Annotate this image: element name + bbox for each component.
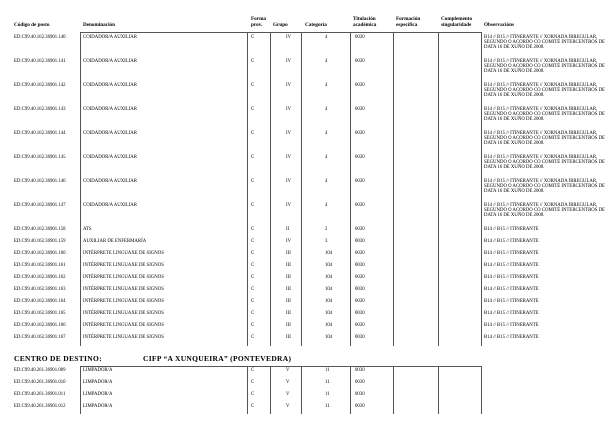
denominacion-cell: COIDADOR/A AUXILIAR [83, 35, 137, 40]
observaciones-cell: B14 // B15 // ITINERANTE [484, 311, 539, 316]
observaciones-cell: B14 // B15 // ITINERANTE [484, 335, 539, 340]
categoria-cell: 4 [325, 155, 328, 160]
categoria-cell: 104 [325, 299, 333, 304]
forma-cell: C [251, 404, 255, 409]
position-code: ED.C99.40.162.36901.159 [14, 239, 66, 244]
observaciones-cell: B14 // B15 // ITINERANTE [484, 227, 539, 232]
forma-cell: C [251, 203, 255, 208]
forma-cell: C [251, 287, 255, 292]
position-code: ED.C99.40.162.36901.160 [14, 251, 66, 256]
titulacion-cell: 0030 [355, 131, 365, 136]
forma-cell: C [251, 131, 255, 136]
categoria-cell: 2 [325, 227, 328, 232]
grupo-cell: V [286, 404, 290, 409]
denominacion-cell: COIDADOR/A AUXILIAR [83, 59, 137, 64]
header-categoria: Categoría [305, 22, 327, 28]
titulacion-cell: 0030 [355, 155, 365, 160]
categoria-cell: 104 [325, 323, 333, 328]
column-divider [438, 366, 439, 414]
column-divider [481, 366, 482, 414]
categoria-cell: 4 [325, 179, 328, 184]
forma-cell: C [251, 323, 255, 328]
forma-cell: C [251, 35, 255, 40]
column-divider [270, 32, 271, 346]
column-divider [481, 32, 482, 346]
grupo-cell: IV [286, 179, 292, 184]
grupo-cell: III [286, 275, 291, 280]
denominacion-cell: LIMPADOR/A [83, 392, 113, 397]
denominacion-cell: INTÉRPRETE LINGUAXE DE SIGNOS [83, 311, 164, 316]
observaciones-cell: B14 // B15 // ITINERANTE [484, 299, 539, 304]
titulacion-cell: 0030 [355, 335, 365, 340]
position-code: ED.C99.40.162.36901.140 [14, 35, 66, 40]
titulacion-cell: 0030 [355, 299, 365, 304]
categoria-cell: 11 [325, 404, 330, 409]
forma-cell: C [251, 368, 255, 373]
denominacion-cell: INTÉRPRETE LINGUAXE DE SIGNOS [83, 323, 164, 328]
position-code: ED.C99.40.261.36901.012 [14, 404, 66, 409]
categoria-cell: 104 [325, 275, 333, 280]
grupo-cell: IV [286, 59, 292, 64]
observaciones-cell: B14 // B15 // ITINERANTE [484, 323, 539, 328]
titulacion-cell: 0030 [355, 107, 365, 112]
observaciones-cell: B14 // B15 // ITINERANTE [484, 251, 539, 256]
denominacion-cell: COIDADOR/A AUXILIAR [83, 131, 137, 136]
header-observaciones: Observacións [484, 22, 514, 28]
position-code: ED.C99.40.162.36901.161 [14, 263, 66, 268]
position-code: ED.C99.40.162.36901.167 [14, 335, 66, 340]
categoria-cell: 104 [325, 335, 333, 340]
column-divider [350, 32, 351, 346]
grupo-cell: III [286, 263, 291, 268]
grupo-cell: V [286, 368, 290, 373]
header-formacion: Formación específica [396, 16, 421, 28]
titulacion-cell: 0030 [355, 59, 365, 64]
observaciones-cell: B14 // B15 // ITINERANTE // XORNADA IRREGULAR, SEGUNDO O ACORDO CO COMITÉ INTERCENTROS DE DATA 16 DE XUÑO DE 2008. [484, 35, 605, 51]
position-code: ED.C99.40.162.36901.162 [14, 275, 66, 280]
categoria-cell: 4 [325, 59, 328, 64]
forma-cell: C [251, 83, 255, 88]
position-code: ED.C99.40.261.36901.010 [14, 380, 66, 385]
titulacion-cell: 0030 [355, 179, 365, 184]
grupo-cell: IV [286, 107, 292, 112]
titulacion-cell: 0030 [355, 368, 365, 373]
forma-cell: C [251, 155, 255, 160]
observaciones-cell: B14 // B15 // ITINERANTE [484, 287, 539, 292]
column-divider [438, 32, 439, 346]
header-codigo: Código de posto [14, 22, 50, 28]
forma-cell: C [251, 335, 255, 340]
column-divider [350, 366, 351, 414]
categoria-cell: 104 [325, 263, 333, 268]
observaciones-cell: B14 // B15 // ITINERANTE // XORNADA IRREGULAR, SEGUNDO O ACORDO CO COMITÉ INTERCENTROS DE DATA 16 DE XUÑO DE 2008. [484, 59, 605, 75]
categoria-cell: 104 [325, 311, 333, 316]
categoria-cell: 11 [325, 392, 330, 397]
denominacion-cell: LIMPADOR/A [83, 380, 113, 385]
denominacion-cell: INTÉRPRETE LINGUAXE DE SIGNOS [83, 275, 164, 280]
grupo-cell: III [286, 311, 291, 316]
grupo-cell: III [286, 335, 291, 340]
grupo-cell: II [286, 227, 290, 232]
position-code: ED.C99.40.162.36901.144 [14, 131, 66, 136]
titulacion-cell: 0030 [355, 203, 365, 208]
grupo-cell: IV [286, 239, 292, 244]
position-code: ED.C99.40.162.36901.143 [14, 107, 66, 112]
position-code: ED.C99.40.162.36901.166 [14, 323, 66, 328]
grupo-cell: IV [286, 203, 292, 208]
observaciones-cell: B14 // B15 // ITINERANTE // XORNADA IRREGULAR, SEGUNDO O ACORDO CO COMITÉ INTERCENTROS DE DATA 16 DE XUÑO DE 2008. [484, 131, 605, 147]
grupo-cell: IV [286, 131, 292, 136]
grupo-cell: III [286, 299, 291, 304]
forma-cell: C [251, 179, 255, 184]
grupo-cell: IV [286, 35, 292, 40]
titulacion-cell: 0030 [355, 239, 365, 244]
denominacion-cell: INTÉRPRETE LINGUAXE DE SIGNOS [83, 335, 164, 340]
observaciones-cell: B14 // B15 // ITINERANTE [484, 239, 539, 244]
forma-cell: C [251, 380, 255, 385]
position-code: ED.C99.40.162.36901.141 [14, 59, 66, 64]
forma-cell: C [251, 239, 255, 244]
forma-cell: C [251, 251, 255, 256]
header-complemento: Complemento singularidade [441, 16, 473, 28]
column-divider [393, 366, 394, 414]
denominacion-cell: LIMPADOR/A [83, 404, 113, 409]
observaciones-cell: B14 // B15 // ITINERANTE // XORNADA IRREGULAR, SEGUNDO O ACORDO CO COMITÉ INTERCENTROS DE DATA 16 DE XUÑO DE 2008. [484, 155, 605, 171]
denominacion-cell: INTÉRPRETE LINGUAXE DE SIGNOS [83, 263, 164, 268]
titulacion-cell: 0030 [355, 404, 365, 409]
grupo-cell: IV [286, 83, 292, 88]
denominacion-cell: LIMPADOR/A [83, 368, 113, 373]
grupo-cell: III [286, 287, 291, 292]
column-divider [270, 366, 271, 414]
header-grupo: Grupo [273, 22, 288, 28]
observaciones-cell: B14 // B15 // ITINERANTE // XORNADA IRREGULAR, SEGUNDO O ACORDO CO COMITÉ INTERCENTROS DE DATA 16 DE XUÑO DE 2008. [484, 107, 605, 123]
forma-cell: C [251, 227, 255, 232]
denominacion-cell: INTÉRPRETE LINGUAXE DE SIGNOS [83, 251, 164, 256]
section-value: CIFP “A XUNQUEIRA” (PONTEVEDRA) [143, 354, 292, 363]
titulacion-cell: 0030 [355, 380, 365, 385]
categoria-cell: 104 [325, 251, 333, 256]
categoria-cell: 4 [325, 107, 328, 112]
titulacion-cell: 0030 [355, 83, 365, 88]
categoria-cell: 11 [325, 380, 330, 385]
categoria-cell: 4 [325, 203, 328, 208]
denominacion-cell: COIDADOR/A AUXILIAR [83, 155, 137, 160]
observaciones-cell: B14 // B15 // ITINERANTE // XORNADA IRREGULAR, SEGUNDO O ACORDO CO COMITÉ INTERCENTROS DE DATA 16 DE XUÑO DE 2008. [484, 179, 605, 195]
titulacion-cell: 0030 [355, 227, 365, 232]
position-code: ED.C99.40.261.36901.011 [14, 392, 66, 397]
header-denominacion: Denominación [83, 22, 115, 28]
categoria-cell: 4 [325, 83, 328, 88]
position-code: ED.C99.40.162.36901.146 [14, 179, 66, 184]
titulacion-cell: 0030 [355, 275, 365, 280]
column-divider [301, 32, 302, 346]
grupo-cell: IV [286, 155, 292, 160]
denominacion-cell: COIDADOR/A AUXILIAR [83, 179, 137, 184]
denominacion-cell: COIDADOR/A AUXILIAR [83, 107, 137, 112]
denominacion-cell: INTÉRPRETE LINGUAXE DE SIGNOS [83, 287, 164, 292]
denominacion-cell: COIDADOR/A AUXILIAR [83, 203, 137, 208]
denominacion-cell: INTÉRPRETE LINGUAXE DE SIGNOS [83, 299, 164, 304]
forma-cell: C [251, 263, 255, 268]
titulacion-cell: 0030 [355, 392, 365, 397]
titulacion-cell: 0030 [355, 263, 365, 268]
position-code: ED.C99.40.162.36901.158 [14, 227, 66, 232]
forma-cell: C [251, 107, 255, 112]
position-code: ED.C99.40.162.36901.165 [14, 311, 66, 316]
forma-cell: C [251, 392, 255, 397]
categoria-cell: 3 [325, 239, 328, 244]
forma-cell: C [251, 275, 255, 280]
position-code: ED.C99.40.162.36901.147 [14, 203, 66, 208]
column-divider [247, 366, 248, 414]
observaciones-cell: B14 // B15 // ITINERANTE // XORNADA IRREGULAR, SEGUNDO O ACORDO CO COMITÉ INTERCENTROS DE DATA 16 DE XUÑO DE 2008. [484, 83, 605, 99]
header-titulacion: Titulación académica [353, 16, 377, 28]
observaciones-cell: B14 // B15 // ITINERANTE // XORNADA IRREGULAR, SEGUNDO O ACORDO CO COMITÉ INTERCENTROS DE DATA 16 DE XUÑO DE 2008. [484, 203, 605, 219]
header-forma: Forma prov. [251, 16, 266, 28]
position-code: ED.C99.40.162.36901.163 [14, 287, 66, 292]
categoria-cell: 11 [325, 368, 330, 373]
titulacion-cell: 0030 [355, 251, 365, 256]
position-code: ED.C99.40.162.36901.145 [14, 155, 66, 160]
categoria-cell: 104 [325, 287, 333, 292]
titulacion-cell: 0030 [355, 287, 365, 292]
observaciones-cell: B14 // B15 // ITINERANTE [484, 275, 539, 280]
position-code: ED.C99.40.162.36901.164 [14, 299, 66, 304]
column-divider [247, 32, 248, 346]
forma-cell: C [251, 311, 255, 316]
denominacion-cell: ATS [83, 227, 92, 232]
row-divider [80, 32, 481, 33]
column-divider [80, 366, 81, 414]
section-label: CENTRO DE DESTINO: [14, 354, 102, 363]
forma-cell: C [251, 299, 255, 304]
denominacion-cell: COIDADOR/A AUXILIAR [83, 83, 137, 88]
titulacion-cell: 0030 [355, 311, 365, 316]
observaciones-cell: B14 // B15 // ITINERANTE [484, 263, 539, 268]
column-divider [80, 32, 81, 346]
denominacion-cell: AUXILIAR DE ENFERMARÍA [83, 239, 147, 244]
column-divider [301, 366, 302, 414]
column-divider [393, 32, 394, 346]
grupo-cell: III [286, 323, 291, 328]
position-code: ED.C99.40.162.36901.142 [14, 83, 66, 88]
categoria-cell: 4 [325, 131, 328, 136]
grupo-cell: V [286, 380, 290, 385]
grupo-cell: V [286, 392, 290, 397]
titulacion-cell: 0030 [355, 323, 365, 328]
forma-cell: C [251, 59, 255, 64]
categoria-cell: 4 [325, 35, 328, 40]
titulacion-cell: 0030 [355, 35, 365, 40]
position-code: ED.C99.40.261.36901.009 [14, 368, 66, 373]
grupo-cell: III [286, 251, 291, 256]
row-divider [80, 366, 481, 367]
